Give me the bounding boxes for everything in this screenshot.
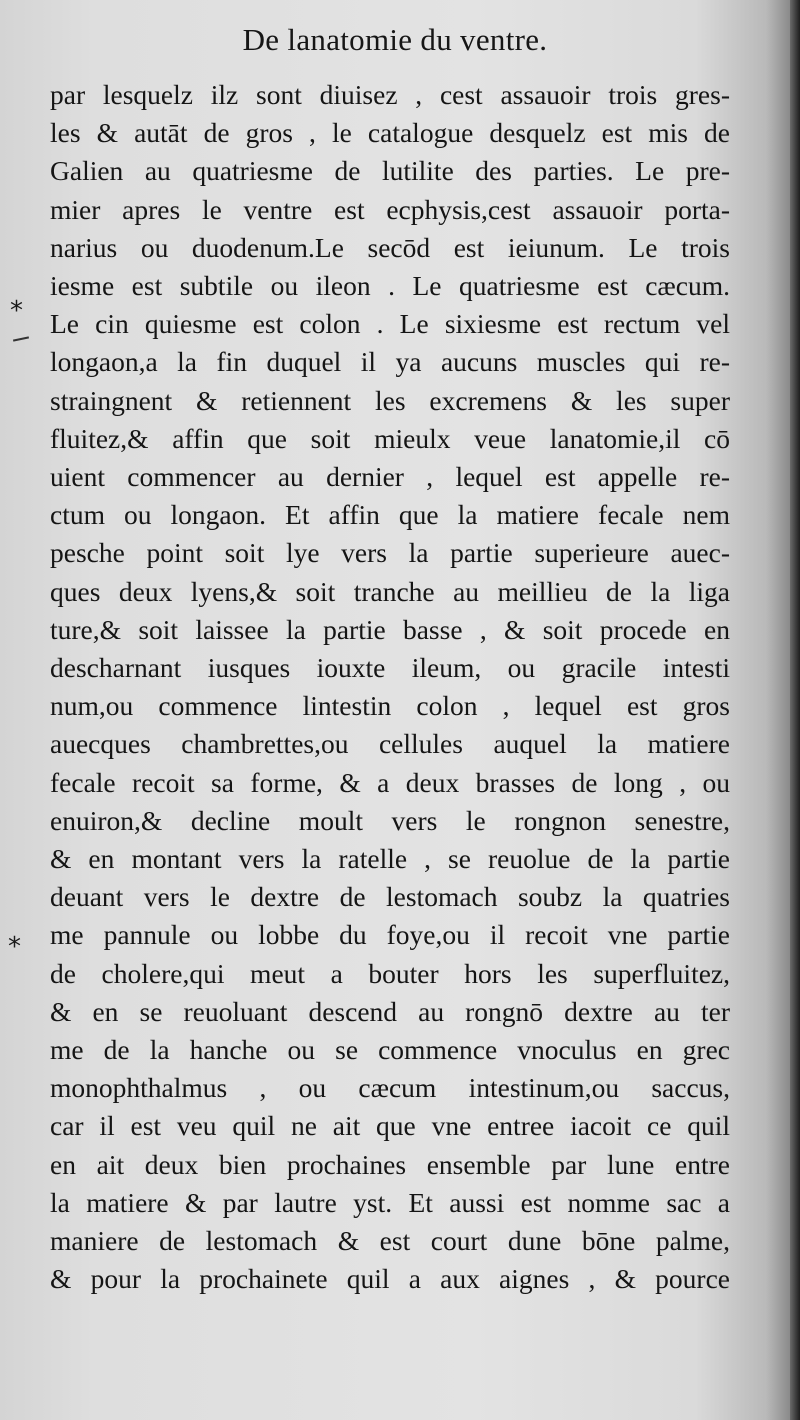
text-line: fluitez,& affin que soit mieulx veue lanatomie,il cō: [50, 422, 730, 454]
margin-dash: [13, 336, 29, 341]
text-line: uient commencer au dernier , lequel est appelle re-: [50, 461, 730, 493]
text-line: de cholere,qui meut a bouter hors les superfluitez,: [50, 957, 730, 989]
text-line: la matiere & par lautre yst. Et aussi est nomme sac a: [50, 1186, 730, 1218]
text-line: descharnant iusques iouxte ileum, ou gracile intesti: [50, 652, 730, 684]
text-line: mier apres le ventre est ecphysis,cest assauoir porta-: [50, 193, 730, 225]
text-line: fecale recoit sa forme, & a deux brasses de long , ou: [50, 766, 730, 798]
page-edge-shadow: [790, 0, 800, 1420]
margin-asterisk-2: *: [8, 932, 21, 962]
text-line: Galien au quatriesme de lutilite des parties. Le pre-: [50, 155, 730, 187]
text-line: & en se reuoluant descend au rongnō dextre au ter: [50, 995, 730, 1027]
text-line: ture,& soit laissee la partie basse , & soit procede en: [50, 613, 730, 645]
text-line: num,ou commence lintestin colon , lequel est gros: [50, 690, 730, 722]
text-line: ques deux lyens,& soit tranche au meillieu de la liga: [50, 575, 730, 607]
text-line: Le cin quiesme est colon . Le sixiesme est rectum vel: [50, 308, 730, 340]
text-line: maniere de lestomach & est court dune bōne palme,: [50, 1225, 730, 1257]
text-line: pesche point soit lye vers la partie superieure auec-: [50, 537, 730, 569]
text-line: en ait deux bien prochaines ensemble par lune entre: [50, 1148, 730, 1180]
text-line: enuiron,& decline moult vers le rongnon senestre,: [50, 804, 730, 836]
body-text: [50, 76, 730, 1299]
text-line: les & autāt de gros , le catalogue desquelz est mis de: [50, 117, 730, 149]
margin-asterisk-1: *: [10, 296, 23, 326]
text-line: straingnent & retiennent les excremens & les super: [50, 384, 730, 416]
text-line: & en montant vers la ratelle , se reuolue de la partie: [50, 843, 730, 875]
text-line: ctum ou longaon. Et affin que la matiere fecale nem: [50, 499, 730, 531]
text-line: par lesquelz ilz sont diuisez , cest assauoir trois gres-: [50, 79, 730, 110]
text-line: me de la hanche ou se commence vnoculus en grec: [50, 1034, 730, 1066]
text-line: monophthalmus , ou cæcum intestinum,ou saccus,: [50, 1072, 730, 1104]
text-line: car il est veu quil ne ait que vne entree iacoit ce quil: [50, 1110, 730, 1142]
text-line: auecques chambrettes,ou cellules auquel la matiere: [50, 728, 730, 760]
text-line: me pannule ou lobbe du foye,ou il recoit vne partie: [50, 919, 730, 951]
running-head: De lanatomie du ventre.: [242, 22, 548, 57]
text-line: deuant vers le dextre de lestomach soubz la quatries: [50, 881, 730, 913]
text-line: narius ou duodenum.Le secōd est ieiunum. Le trois: [50, 231, 730, 263]
text-line: iesme est subtile ou ileon . Le quatriesme est cæcum.: [50, 270, 730, 302]
text-line: & pour la prochainete quil a aux aignes , & pource: [50, 1263, 730, 1295]
text-line: longaon,a la fin duquel il ya aucuns muscles qui re-: [50, 346, 730, 378]
